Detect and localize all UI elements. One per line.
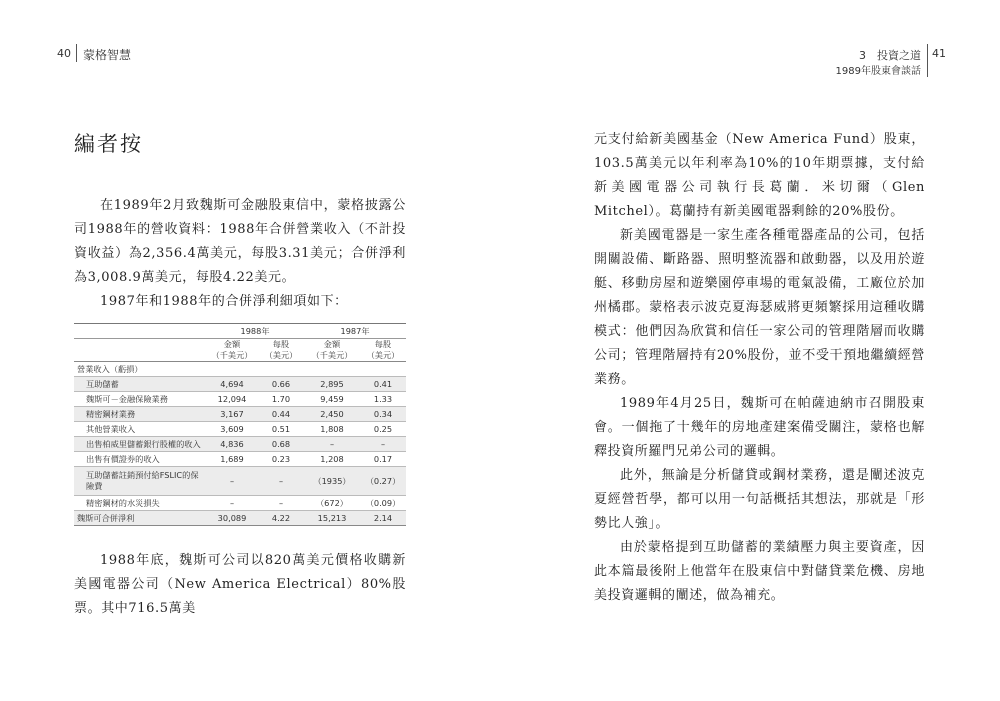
col-header-per-share-1988: 每股 （美元）	[258, 339, 304, 362]
left-paragraph-3: 1988年底，魏斯可公司以820萬美元價格收購新美國電器公司（New America Electrical）80%股票。其中716.5萬美	[74, 553, 406, 616]
col-header-per-share-1987: 每股 （美元）	[360, 339, 406, 362]
left-paragraph-1: 在1989年2月致魏斯可金融股東信中，蒙格披露公司1988年的營收資料：1988年合併營業收入（不計投資收益）為2,356.4萬美元，每股3.31美元；合併淨利為3,008.9萬美元，每股4.22美元。	[74, 198, 406, 285]
left-text-block-top	[74, 194, 406, 314]
table-row: 營業收入（虧損）	[74, 362, 406, 377]
table-row: 精密鋼材業務 3,167 0.44 2,450 0.34	[74, 407, 406, 422]
editor-note-title: 編者按	[74, 132, 143, 156]
left-paragraph-2: 1987年和1988年的合併淨利細項如下：	[100, 294, 348, 309]
right-page-number: 41	[932, 47, 946, 60]
right-paragraph-4: 此外，無論是分析儲貸或鋼材業務，還是闡述波克夏經營哲學，都可以用一句話概括其想法，那就是「形勢比人強」。	[594, 468, 925, 531]
left-header-divider	[76, 44, 77, 62]
year-header-1988: 1988年	[206, 324, 304, 339]
table-row: 其他營業收入 3,609 0.51 1,808 0.25	[74, 422, 406, 437]
table-row: 互助儲蓄註銷預付給FSLIC的保險費 – – （1935） （0.27）	[74, 467, 406, 496]
table-row: 出售柏威里儲蓄銀行股權的收入 4,836 0.68 – –	[74, 437, 406, 452]
year-header-1987: 1987年	[304, 324, 406, 339]
right-paragraph-1: 元支付給新美國基金（New America Fund）股東，103.5萬美元以年利率為10%的10年期票據，支付給新美國電器公司執行長葛蘭．米切爾（Glen Mitchel）。葛蘭持有新美國電器剩餘的20%股份。	[594, 132, 925, 219]
right-text-block	[594, 128, 925, 608]
left-page-number: 40	[57, 47, 71, 60]
col-header-amount-1988: 金額 （千美元）	[206, 339, 258, 362]
right-header-divider	[927, 44, 928, 77]
col-header-amount-1987: 金額 （千美元）	[304, 339, 360, 362]
left-text-block-bottom	[74, 549, 406, 621]
table-row: 互助儲蓄 4,694 0.66 2,895 0.41	[74, 377, 406, 392]
table-row: 魏斯可－金融保險業務 12,094 1.70 9,459 1.33	[74, 392, 406, 407]
table-row: 出售有價證券的收入 1,689 0.23 1,208 0.17	[74, 452, 406, 467]
table-row: 精密鋼材的水災損失 – – （672） （0.09）	[74, 496, 406, 511]
right-paragraph-2: 新美國電器是一家生產各種電器產品的公司，包括開關設備、斷路器、照明整流器和啟動器，以及用於遊艇、移動房屋和遊樂園停車場的電氣設備，工廠位於加州橘郡。蒙格表示波克夏海瑟威將更頻繁採用這種收購模式：他們因為欣賞和信任一家公司的管理階層而收購公司；管理階層持有20%股份，並不受干預地繼續經營業務。	[594, 228, 925, 387]
right-header-subtitle: 1989年股東會談話	[835, 66, 921, 77]
right-paragraph-5: 由於蒙格提到互助儲蓄的業績壓力與主要資產，因此本篇最後附上他當年在股東信中對儲貸業危機、房地美投資邏輯的闡述，做為補充。	[594, 540, 925, 603]
left-book-title: 蒙格智慧	[83, 48, 132, 62]
right-chapter-line: 3 投資之道	[859, 49, 921, 62]
consolidated-net-income-table	[74, 323, 406, 526]
right-paragraph-3: 1989年4月25日，魏斯可在帕薩迪納市召開股東會。一個拖了十幾年的房地產建案備受關注，蒙格也解釋投資所羅門兄弟公司的邏輯。	[594, 396, 925, 459]
table-total-row: 魏斯可合併淨利 30,089 4.22 15,213 2.14	[74, 511, 406, 526]
